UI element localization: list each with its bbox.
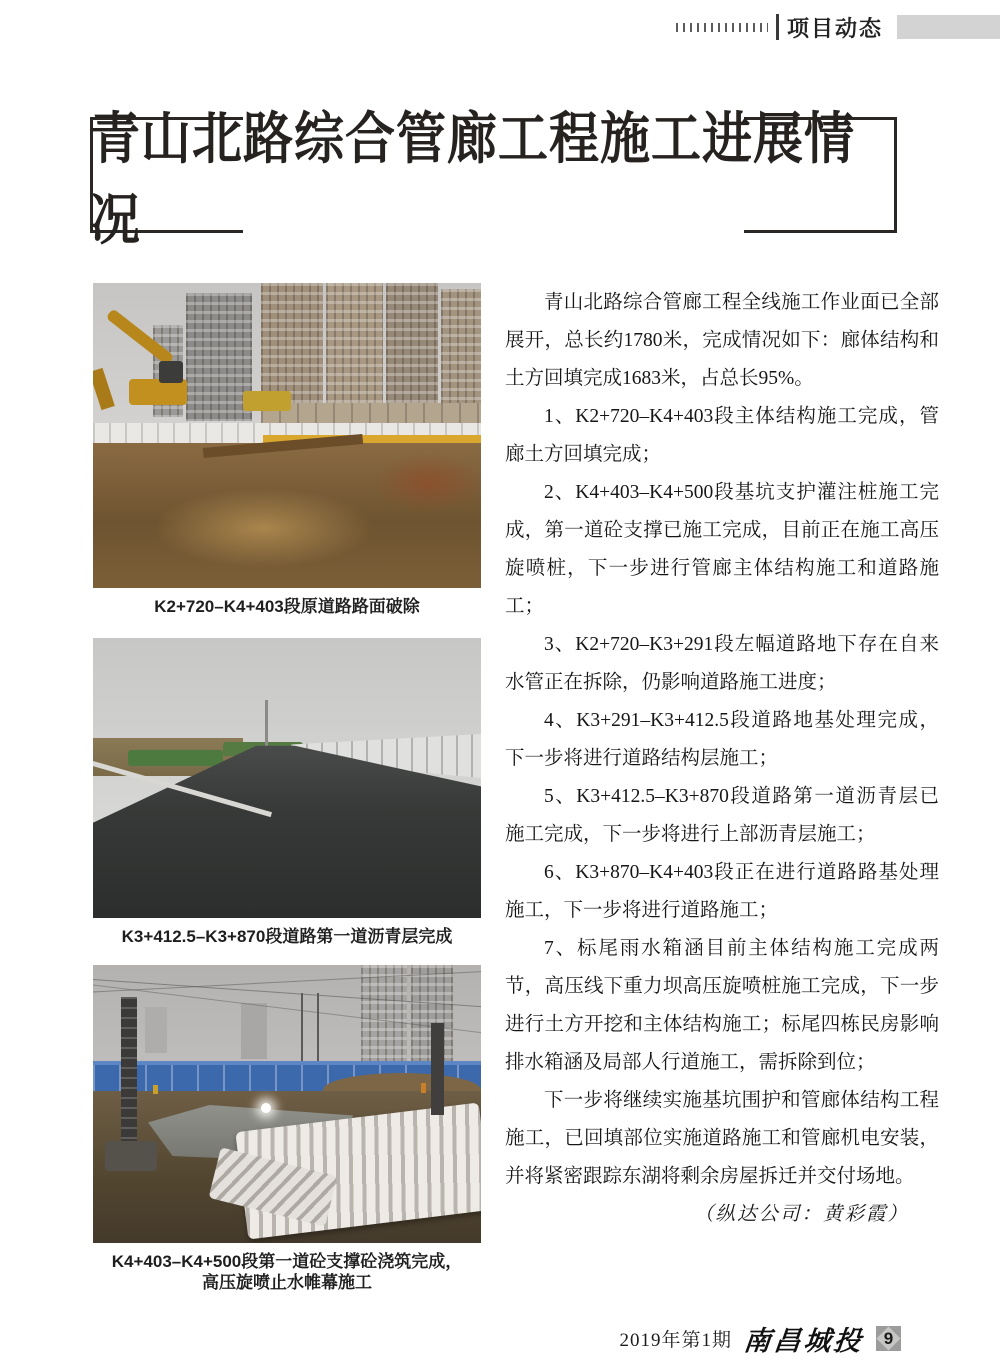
page-header <box>676 13 1000 41</box>
photo3-caption-line1: K4+403–K4+500段第一道砼支撑砼浇筑完成， <box>111 1252 463 1271</box>
article-paragraph: 5、K3+412.5–K3+870段道路第一道沥青层已施工完成，下一步将进行上部沥青层施工； <box>505 786 939 845</box>
photo3-worker <box>421 1083 426 1093</box>
photo-pipes-site <box>93 965 481 1243</box>
photo1-dirt-highlight <box>153 488 373 568</box>
photo1-red-soil <box>373 453 481 513</box>
article-signature: （纵达公司：黄彩霞） <box>693 1204 909 1225</box>
photo-road-demolition <box>93 283 481 588</box>
photo2-distant-crane <box>265 700 268 746</box>
article-paragraph: 1、K2+720–K4+403段主体结构施工完成，管廊土方回填完成； <box>505 406 939 465</box>
photo3-worker <box>153 1085 158 1094</box>
dashed-line-decoration <box>676 23 768 32</box>
photo1-excavator-cab <box>159 361 183 383</box>
photo1-building <box>386 283 438 413</box>
issue-label: 2019年第1期 <box>619 1330 732 1351</box>
photo-column <box>93 283 481 1293</box>
article-paragraph: 2、K4+403–K4+500段基坑支护灌注桩施工完成，第一道砼支撑已施工完成，目前正在施工高压旋喷桩，下一步进行管廊主体结构施工和道路施工； <box>505 482 939 617</box>
article-paragraph: 青山北路综合管廊工程全线施工作业面已全部展开，总长约1780米，完成情况如下：廊体结构和土方回填完成1683米，占总长95%。 <box>505 292 939 389</box>
divider-bar <box>776 14 779 40</box>
photo3-drill-rig-right <box>431 1023 444 1115</box>
photo3-drill-rig-base <box>105 1141 157 1171</box>
photo1-building <box>441 289 481 409</box>
photo2-caption: K3+412.5–K3+870段道路第一道沥青层完成 <box>121 927 453 946</box>
photo2-green-netting <box>128 750 223 766</box>
page-footer <box>619 1319 901 1358</box>
header-accent-block <box>897 15 1000 39</box>
photo3-drill-rig-left <box>121 997 137 1149</box>
article-paragraph: 6、K3+870–K4+403段正在进行道路路基处理施工，下一步将进行道路施工； <box>505 862 939 921</box>
photo1-building <box>326 283 383 409</box>
article-paragraph: 4、K3+291–K3+412.5段道路地基处理完成，下一步将进行道路结构层施工； <box>505 710 939 769</box>
article-body <box>505 284 939 1234</box>
magazine-name: 南昌城投 <box>742 1326 866 1356</box>
photo3-power-pylon <box>301 993 319 1061</box>
section-label: 项目动态 <box>786 15 883 41</box>
article-paragraph: 3、K2+720–K3+291段左幅道路地下存在自来水管正在拆除，仍影响道路施工进度； <box>505 634 939 693</box>
photo3-caption <box>93 1251 481 1293</box>
photo1-second-excavator <box>243 391 291 411</box>
article-paragraph: 7、标尾雨水箱涵目前主体结构施工完成两节，高压线下重力坝高压旋喷桩施工完成，下一步进行土方开挖和主体结构施工；标尾四栋民房影响排水箱涵及局部人行道施工，需拆除到位； <box>505 938 939 1073</box>
photo3-work-lamp <box>261 1103 271 1113</box>
article-paragraph: 下一步将继续实施基坑围护和管廊体结构工程施工，已回填部位实施道路施工和管廊机电安装，并将紧密跟踪东湖将剩余房屋拆迁并交付场地。 <box>505 1090 939 1187</box>
page-number-badge <box>876 1326 901 1351</box>
photo3-caption-line2: 高压旋喷止水帷幕施工 <box>202 1273 372 1292</box>
photo1-caption: K2+720–K4+403段原道路路面破除 <box>154 597 420 616</box>
photo3-building <box>361 965 407 1063</box>
photo3-building <box>241 1003 267 1059</box>
page-number: 9 <box>883 1328 894 1348</box>
photo3-building <box>145 1007 167 1053</box>
title-banner <box>90 107 897 252</box>
photo-asphalt-road <box>93 638 481 918</box>
article-title: 青山北路综合管廊工程施工进展情况 <box>90 107 855 252</box>
